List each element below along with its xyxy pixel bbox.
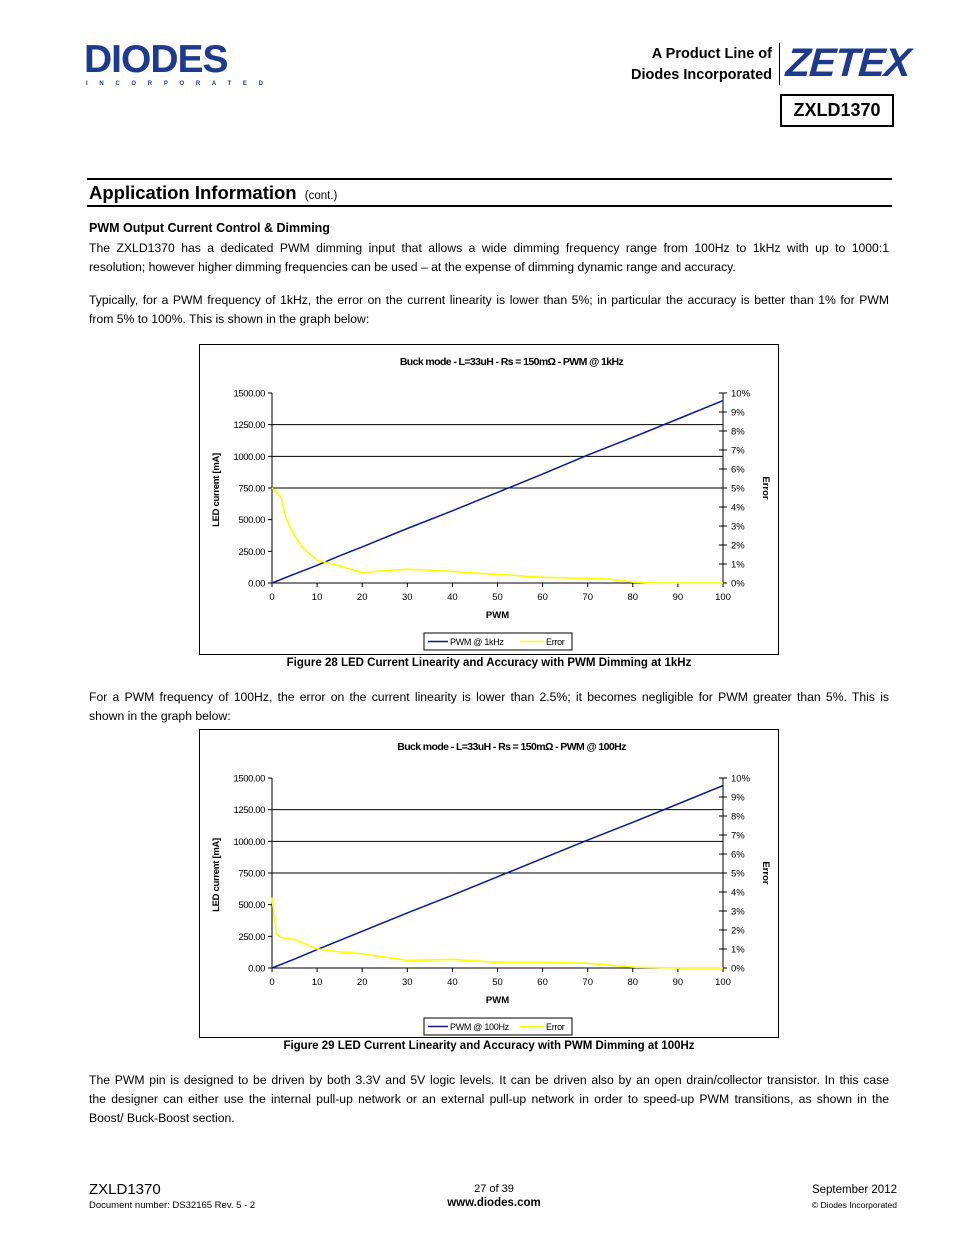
x-tick-label: 80 [627,977,639,988]
y-tick-label: 250.00 [238,931,265,943]
paragraph-line: the designer can either use the internal pull-up network or an external pull-up network in order to speed-up PWM transitions, as shown in the [89,1092,889,1106]
x-tick-label: 70 [582,977,593,988]
legend-label: PWM @ 1kHz [450,637,504,647]
y-tick-label: 1500.00 [233,388,265,400]
product-line-line1: A Product Line of [651,46,772,62]
x-tick-label: 10 [311,592,323,603]
diodes-logo-wordmark: DIODES [84,38,228,81]
x-tick-label: 30 [402,592,413,603]
diodes-logo-subtext: INCORPORATED [86,81,275,87]
y-axis-title: LED current [mA] [211,838,222,912]
x-tick-label: 50 [492,977,503,988]
figure-28-caption: Figure 28 LED Current Linearity and Accuracy with PWM Dimming at 1kHz [286,657,692,669]
legend-label: Error [546,1022,565,1032]
series-line-current [272,401,723,583]
y-tick-label: 750.00 [238,868,265,880]
figure-29-caption: Figure 29 LED Current Linearity and Accuracy with PWM Dimming at 100Hz [283,1040,695,1052]
section-title [89,182,337,204]
y2-axis-title: Error [760,476,771,500]
paragraph-line: resolution; however higher dimming frequencies can be used – at the expense of dimming dynamic range and accuracy. [89,260,736,274]
y-tick-label: 1000.00 [233,451,265,463]
footer-page-number: 27 of 39 [474,1183,514,1195]
y2-tick-label: 9% [731,407,745,419]
series-line-current [272,786,723,968]
section-title-suffix: (cont.) [304,190,338,202]
section-top-rule [87,178,892,180]
x-tick-label: 10 [311,977,323,988]
paragraph-1 [89,239,889,277]
y2-tick-label: 0% [731,963,745,975]
paragraph-line: Typically, for a PWM frequency of 1kHz, the error on the current linearity is lower than 5%; in particular the accuracy is better than 1% for PWM [89,293,889,307]
y2-tick-label: 4% [731,887,745,899]
x-tick-label: 0 [269,592,275,603]
y2-tick-label: 2% [731,540,745,552]
x-tick-label: 90 [672,592,684,603]
chart-pwm-100hz [199,729,779,1038]
x-tick-label: 50 [492,592,503,603]
product-line-text [631,44,772,86]
footer-date: September 2012 [811,1184,897,1196]
x-tick-label: 20 [356,592,368,603]
y-tick-label: 750.00 [238,483,265,495]
y2-tick-label: 5% [731,483,745,495]
y-tick-label: 1500.00 [233,773,265,785]
chart-title: Buck mode - L=33uH - Rs = 150mΩ - PWM @ 1kHz [399,356,624,368]
section-title-text: Application Information [89,182,297,203]
y-tick-label: 1000.00 [233,836,265,848]
y2-tick-label: 7% [731,445,745,457]
footer-url-link[interactable]: www.diodes.com [447,1197,541,1209]
y2-tick-label: 5% [731,868,745,880]
paragraph-line: Boost/ Buck-Boost section. [89,1111,235,1125]
y2-tick-label: 1% [731,559,745,571]
x-tick-label: 100 [715,977,731,988]
y2-tick-label: 3% [731,906,745,918]
y2-tick-label: 8% [731,811,745,823]
chart-pwm-100hz-plot [200,730,778,1037]
header-divider [779,43,780,85]
paragraph-line: shown in the graph below: [89,709,231,723]
part-number-box: ZXLD1370 [780,94,894,127]
y-tick-label: 0.00 [248,578,265,590]
y2-tick-label: 6% [731,849,745,861]
y2-tick-label: 7% [731,830,745,842]
x-tick-label: 90 [672,977,684,988]
x-tick-label: 30 [402,977,413,988]
series-line-error [272,488,723,583]
y-tick-label: 500.00 [238,515,265,527]
y2-tick-label: 4% [731,502,745,514]
y2-tick-label: 10% [731,773,751,785]
diodes-logo [84,38,275,90]
subheading: PWM Output Current Control & Dimming [89,221,330,235]
paragraph-3 [89,688,889,726]
product-line-line2: Diodes Incorporated [631,67,772,83]
x-tick-label: 80 [627,592,639,603]
y2-tick-label: 2% [731,925,745,937]
chart-title: Buck mode - L=33uH - Rs = 150mΩ - PWM @ 100Hz [397,741,626,753]
paragraph-4 [89,1071,889,1128]
y-axis-title: LED current [mA] [211,453,222,527]
y2-axis-title: Error [760,861,771,885]
x-tick-label: 60 [537,592,548,603]
y-tick-label: 1250.00 [233,805,265,817]
paragraph-line: from 5% to 100%. This is shown in the graph below: [89,312,370,326]
footer-document-number: Document number: DS32165 Rev. 5 - 2 [89,1200,256,1211]
y2-tick-label: 3% [731,521,745,533]
zetex-logo-wordmark: ZETEX [784,41,912,85]
chart-pwm-1khz [199,344,779,655]
series-line-error [272,898,723,968]
x-tick-label: 100 [715,592,731,603]
y-tick-label: 1250.00 [233,420,265,432]
legend-label: Error [546,637,565,647]
paragraph-line: For a PWM frequency of 100Hz, the error on the current linearity is lower than 2.5%; it becomes negligible for PWM greater than 5%. This is [89,690,889,704]
footer-part-number: ZXLD1370 [89,1181,161,1198]
section-bottom-rule [87,205,892,207]
x-tick-label: 40 [447,592,458,603]
x-axis-title: PWM [485,610,510,621]
y2-tick-label: 1% [731,944,745,956]
x-axis-title: PWM [485,995,510,1006]
legend-label: PWM @ 100Hz [450,1022,509,1032]
y2-tick-label: 9% [731,792,745,804]
y-tick-label: 250.00 [238,546,265,558]
paragraph-line: The PWM pin is designed to be driven by both 3.3V and 5V logic levels. It can be driven also by an open drain/collector transistor. In this case [89,1073,889,1087]
y2-tick-label: 6% [731,464,745,476]
y2-tick-label: 8% [731,426,745,438]
y2-tick-label: 10% [731,388,751,400]
x-tick-label: 40 [447,977,458,988]
y-tick-label: 500.00 [238,900,265,912]
chart-pwm-1khz-plot [200,345,778,654]
x-tick-label: 60 [537,977,548,988]
zetex-logo [784,41,912,88]
paragraph-line: The ZXLD1370 has a dedicated PWM dimming input that allows a wide dimming frequency range from 100Hz to 1kHz with up to 1000:1 [89,241,889,255]
x-tick-label: 20 [356,977,368,988]
x-tick-label: 0 [269,977,275,988]
paragraph-2 [89,291,889,329]
y-tick-label: 0.00 [248,963,265,975]
footer-copyright: © Diodes Incorporated [811,1200,897,1210]
y2-tick-label: 0% [731,578,745,590]
x-tick-label: 70 [582,592,593,603]
